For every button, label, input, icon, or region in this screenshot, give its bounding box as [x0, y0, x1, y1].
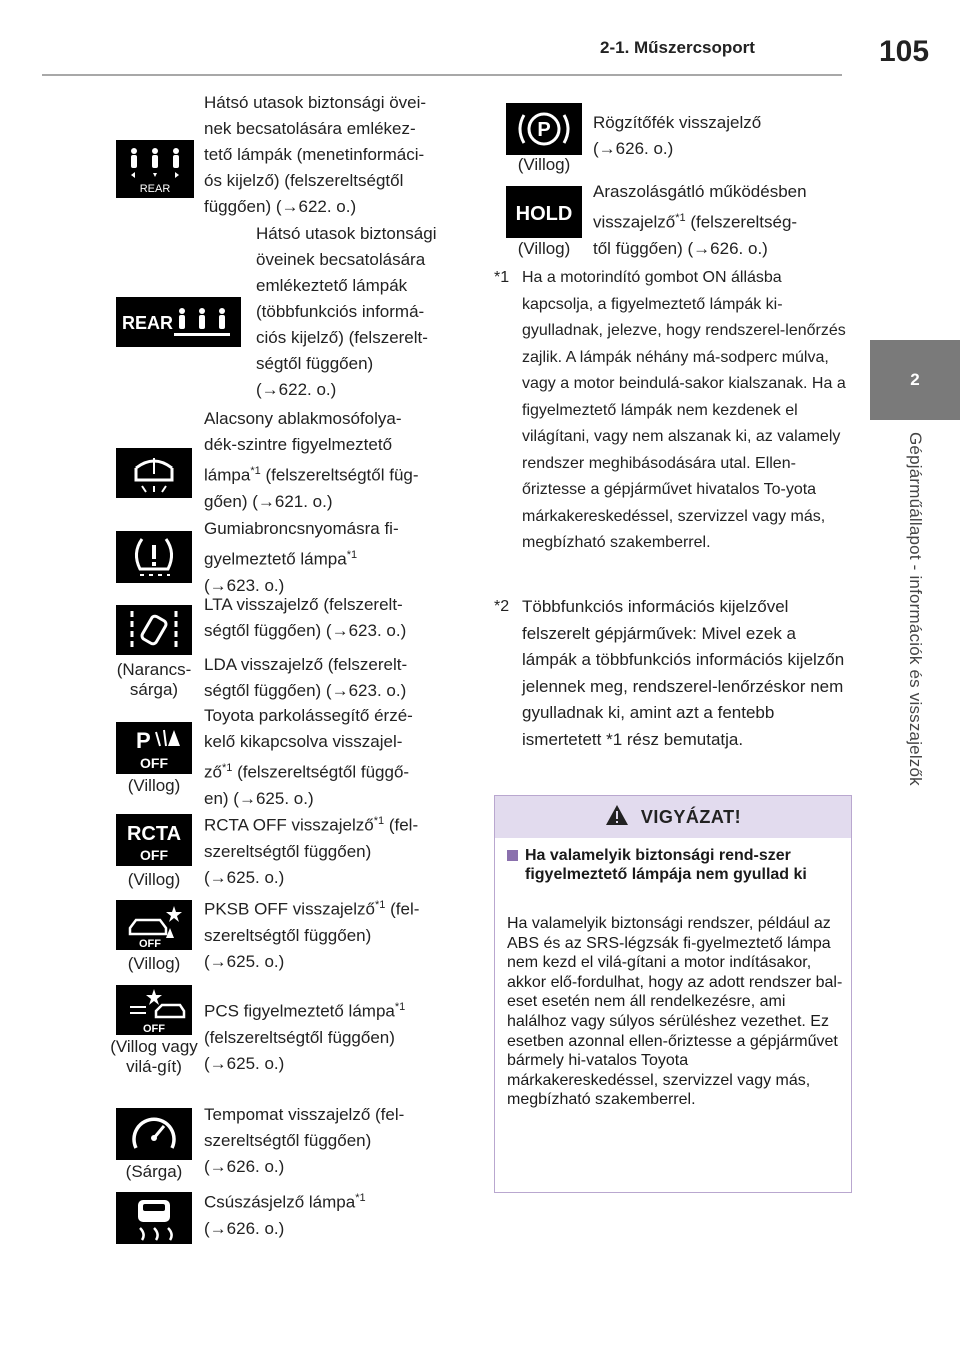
desc-rcta-off	[204, 808, 474, 891]
footnote-text: Ha a motorindító gombot ON állásba kapcsolja, a figyelmeztető lámpák ki-gyulladnak, jelezve, hogy rendszerel-lenőrzés zajlik. A lámpák néhány má-sodperc múlva, vagy a motor beindulá-sakor kialszanak. Ha a figyelmeztető lámpák nem kezdenek el világítani, vagy nem alszanak ki, az valamely rendszer meghibásodására utal. Ellen-őriztesse a gépjárművet hivatalos To-yota márkakereskedéssel, szervizzel vagy más, megbízható szakemberrel.	[522, 269, 846, 551]
desc-line: tető lámpák (menetinformáci-	[204, 145, 425, 164]
desc-line: (→625. o.)	[204, 1053, 285, 1073]
desc-line: (felszereltségtől függően)	[204, 1027, 395, 1047]
desc-line: Toyota parkolássegítő érzé-	[204, 706, 413, 725]
desc-pcs	[204, 994, 474, 1077]
parking-off-letter: P	[136, 728, 151, 753]
desc-line: ós kijelző) (felszereltségtől	[204, 171, 404, 190]
desc-line: LDA visszajelző (felszerelt-	[204, 655, 408, 674]
hold-caption: (Villog)	[517, 239, 571, 258]
chapter-tab-title-box	[870, 420, 960, 900]
desc-slip-indicator	[204, 1185, 474, 1242]
desc-line: szereltségtől függően)	[204, 925, 372, 945]
desc-line: PCS figyelmeztető lámpa$^{*1}$	[204, 1001, 406, 1021]
tire-pressure-icon	[116, 531, 192, 583]
desc-line: Gumiabroncsnyomásra fi-	[204, 519, 399, 538]
rear-belt-2-label: REAR	[122, 313, 174, 333]
rear-seatbelt-multiinfo-icon	[116, 297, 241, 347]
warning-subtitle: Ha valamelyik biztonsági rend-szer figyelmeztető lámpája nem gyullad ki	[507, 846, 837, 884]
desc-line: (többfunkciós informá-	[256, 302, 425, 321]
parking-brake-icon	[506, 103, 582, 155]
desc-line: ciós kijelző) (felszerelt-	[256, 328, 428, 347]
desc-line: visszajelző$^{*1}$ (felszereltség-	[593, 212, 798, 232]
rear-seatbelt-reminder-icon	[116, 140, 194, 198]
desc-line: Araszolásgátló működésben	[593, 182, 807, 201]
footnote-text: Többfunkciós információs kijelzővel felszerelt gépjárművek: Mivel ezek a lámpák a többfunkciós információs kijelzőn jelennek meg, rendszerel-lenőrzéskor nem gyulladnak ki, amint azt a fentebb ismertetett *1 rész bemutatja.	[522, 597, 845, 749]
desc-line: gően) (→621. o.)	[204, 491, 333, 511]
pcs-icon	[116, 985, 192, 1035]
desc-line: (→622. o.)	[256, 380, 337, 399]
cruise-caption: (Sárga)	[125, 1162, 183, 1181]
desc-line: dék-szintre figyelmeztető	[204, 435, 393, 454]
footnote-mark: *2	[494, 598, 510, 615]
desc-line: RCTA OFF visszajelző$^{*1}$ (fel-	[204, 815, 419, 835]
desc-line: gyelmeztető lámpa$^{*1}$	[204, 549, 358, 569]
desc-line: Rögzítőfék visszajelző	[593, 113, 762, 132]
desc-line: PKSB OFF visszajelző$^{*1}$ (fel-	[204, 899, 420, 919]
desc-rear-belt-2	[256, 221, 476, 403]
warning-triangle-icon	[605, 804, 629, 831]
warning-body: Ha valamelyik biztonsági rendszer, például az ABS és az SRS-légzsák fi-gyelmeztető lámpa nem kezd el vilá-gítani a motor indításakor, akkor elő-fordulhat, hogy az adott rendszer bal-eset esetén nem áll rendelkezésre, ami halálhoz vagy súlyos sérüléshez vezethet. Ez esetben azonnal ellen-őriztesse a gépjárművet bármely hi-vatalos Toyota márkakereskedéssel, szervizzel vagy más, megbízható szakemberrel.	[507, 915, 843, 1109]
section-title: 2-1. Műszercsoport	[600, 38, 755, 57]
desc-line: ségtől függően)	[256, 354, 374, 373]
desc-line: kelő kikapcsolva visszajel-	[204, 732, 403, 751]
warning-title: VIGYÁZAT!	[640, 806, 742, 827]
desc-line: emlékeztető lámpák	[256, 276, 408, 295]
parking-brake-caption: (Villog)	[517, 155, 571, 174]
desc-line: öveinek becsatolására	[256, 250, 426, 269]
desc-line: nek becsatolására emlékez-	[204, 119, 416, 138]
hold-indicator-icon	[506, 186, 582, 238]
pksb-off-icon	[116, 900, 192, 950]
desc-line: Hátsó utasok biztonsági	[256, 224, 437, 243]
pksb-off-label: OFF	[139, 938, 161, 950]
desc-line: ségtől függően) (→623. o.)	[204, 621, 407, 640]
desc-line: (→626. o.)	[593, 139, 674, 158]
desc-rear-belt-1	[204, 90, 474, 220]
lta-icon	[116, 605, 192, 655]
desc-line: szereltségtől függően)	[204, 841, 372, 861]
warning-header	[495, 796, 851, 838]
warning-box	[494, 795, 852, 1193]
lta-caption: (Narancs-sárga)	[116, 660, 192, 699]
desc-line: (→625. o.)	[204, 951, 285, 971]
desc-pksb-off	[204, 892, 474, 975]
parking-support-off-icon	[116, 722, 192, 774]
pcs-caption: (Villog vagy vilá-gít)	[110, 1037, 198, 1076]
desc-line: en) (→625. o.)	[204, 788, 314, 808]
chapter-tab-number: 2	[870, 340, 960, 420]
desc-parking-brake	[593, 110, 853, 162]
pcs-off-label: OFF	[143, 1023, 165, 1035]
rcta-caption: (Villog)	[127, 870, 181, 889]
footnote-mark: *1	[494, 269, 510, 286]
desc-line: ségtől függően) (→623. o.)	[204, 681, 407, 700]
desc-line: szereltségtől függően)	[204, 1131, 372, 1150]
desc-line: (→626. o.)	[204, 1157, 285, 1176]
rcta-label: RCTA	[126, 823, 182, 845]
desc-line: Csúszásjelző lámpa$^{*1}$	[204, 1192, 366, 1212]
desc-line: Alacsony ablakmosófolya-	[204, 409, 402, 428]
washer-fluid-icon	[116, 448, 192, 498]
desc-tire-pressure	[204, 516, 474, 599]
desc-lta	[204, 592, 474, 644]
desc-line: Hátsó utasok biztonsági övei-	[204, 93, 427, 112]
desc-line: (→623. o.)	[204, 575, 285, 595]
desc-line: lámpa$^{*1}$ (felszereltségtől füg-	[204, 465, 419, 485]
desc-lda	[204, 652, 474, 704]
parking-caption: (Villog)	[127, 776, 181, 795]
parking-off-label: OFF	[140, 755, 168, 771]
hold-label: HOLD	[515, 203, 573, 225]
desc-line: $ző^{*1}$ (felszereltségtől függő-	[204, 762, 410, 782]
desc-washer-fluid	[204, 406, 474, 515]
page-number: 105	[878, 35, 930, 68]
slip-indicator-icon	[116, 1192, 192, 1244]
header-rule	[42, 74, 842, 76]
desc-cruise-control	[204, 1102, 474, 1180]
pksb-caption: (Villog)	[127, 954, 181, 973]
footnote-1	[494, 265, 854, 557]
desc-parking-support-off	[204, 703, 474, 812]
rcta-off-icon	[116, 814, 192, 866]
bullet-square-icon	[507, 850, 518, 861]
rear-belt-1-label: REAR	[139, 183, 171, 195]
desc-line: (→626. o.)	[204, 1218, 285, 1238]
desc-line: (→625. o.)	[204, 867, 285, 887]
parking-brake-letter: P	[537, 119, 551, 141]
desc-hold	[593, 179, 853, 262]
desc-line: től függően) (→626. o.)	[593, 238, 768, 258]
chapter-tab-title: Gépjárműállapot - információk és visszajelzők	[906, 432, 925, 786]
desc-line: függően) (→622. o.)	[204, 197, 357, 216]
footnote-2	[494, 594, 854, 753]
desc-line: LTA visszajelző (felszerelt-	[204, 595, 403, 614]
rcta-off-label: OFF	[140, 847, 168, 863]
cruise-control-icon	[116, 1108, 192, 1160]
desc-line: Tempomat visszajelző (fel-	[204, 1105, 405, 1124]
